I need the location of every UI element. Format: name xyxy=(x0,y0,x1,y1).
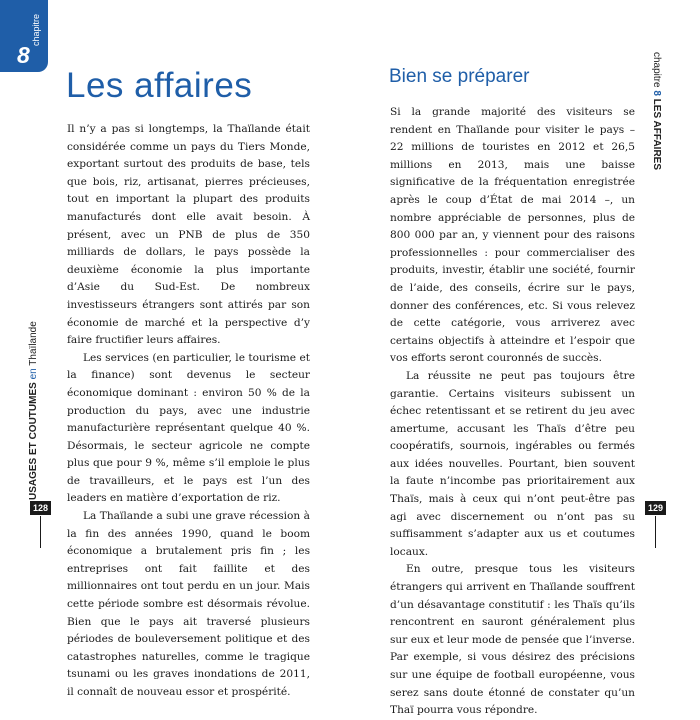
running-head-left-connector: en xyxy=(28,368,39,380)
running-head-left-rest: Thaïlande xyxy=(28,321,39,366)
running-head-right-number: 8 xyxy=(651,90,662,96)
page-rule-right xyxy=(655,516,656,548)
page-number-left: 128 xyxy=(30,501,51,515)
running-head-right-bold: LES AFFAIRES xyxy=(651,98,662,171)
section-title-right: Bien se préparer xyxy=(389,66,530,87)
page-number-right: 129 xyxy=(645,501,666,515)
chapter-word-box xyxy=(31,6,43,46)
right-paragraph-3: En outre, presque tous les visiteurs étrangers qui arrivent en Thaïlande souffrent d’un désavantage constitutif : les Thaïs qu’ils rencontrent en sauront généralement plus sur eux et leur mode de pensée que l’inverse. Par exemple, si vous désirez des précisions sur une équipe de football européenne, vous serez sans doute étonné de constater qu’un Thaï pourra vous répondre. xyxy=(390,563,636,717)
page-rule-left xyxy=(40,516,41,548)
running-head-left-bold: USAGES ET COUTUMES xyxy=(28,382,39,500)
left-paragraph-3: La Thaïlande a subi une grave récession à la fin des années 1990, quand le boom économique a brutalement pris fin ; les entreprises ont fait faillite et des millionnaires ont tout perdu en un jour. Mais cette période sombre est désormais révolue. Bien que le pays ait traversé plusieurs périodes de bouleversement politique et des catastrophes naturelles, comme le tragique tsunami ou les graves inondations de 2011, il connaît de nouveau essor et prospérité. xyxy=(67,510,310,698)
left-column-body xyxy=(67,121,310,702)
running-head-left xyxy=(28,321,42,500)
right-column-body xyxy=(390,104,635,720)
chapter-word: chapitre xyxy=(31,13,41,46)
chapter-tab xyxy=(0,0,48,72)
left-paragraph-2: Les services (en particulier, le tourisme et la finance) sont devenus le secteur économique dominant : environ 50 % de la production du pays, avec une industrie manufacturière représentant quelque 40 %. Désormais, le secteur agricole ne compte plus que pour 9 %, même s’il emploie le plus de travailleurs, et le pays est l’un des leaders en matière d’exportation de riz. xyxy=(67,351,310,505)
running-head-right xyxy=(648,52,662,171)
page-title-left: Les affaires xyxy=(66,66,253,105)
running-head-right-pre: chapitre xyxy=(651,52,662,88)
right-paragraph-1: Si la grande majorité des visiteurs se rendent en Thaïlande pour visiter le pays – 22 millions de touristes en 2012 et 26,5 millions en 2013, mais une baisse significative de la fréquentation enregistrée après le coup d’État de mai 2014 –, un nombre appréciable de personnes, plus de 800 000 par an, y viennent pour des raisons professionnelles : pour commercialiser des produits, investir, établir une société, fournir de l’aide, des conseils, écrire sur le pays, donner des conférences, etc. Si vous relevez de cette catégorie, vous arriverez avec certains objectifs à atteindre et l’espoir que vos efforts seront couronnés de succès. xyxy=(390,106,635,365)
left-paragraph-1: Il n’y a pas si longtemps, la Thaïlande était considérée comme un pays du Tiers Monde, exportant surtout des produits de base, tels que bois, riz, artisanat, pierres précieuses, tout en important la plupart des produits manufacturés dont elle avait besoin. À présent, avec un PNB de plus de 350 milliards de dollars, le pays possède la deuxième économie la plus importante d’Asie du Sud-Est. De nombreux investisseurs étrangers sont attirés par son économie de marché et la perspective d’y faire fructifier leurs affaires. xyxy=(67,123,310,347)
chapter-number: 8 xyxy=(17,42,30,68)
right-paragraph-2: La réussite ne peut pas toujours être garantie. Certains visiteurs subissent un échec retentissant et se retirent du jeu avec amertume, accusant les Thaïs d’être peu coopératifs, sournois, ingérables ou fermés aux idées nouvelles. Pourtant, bien souvent la faute n’incombe pas prioritairement aux Thaïs, mais à ceux qui n’ont peut-être pas agi avec discernement ou n’ont pas su suffisamment s’adapter aux us et coutumes locaux. xyxy=(390,369,635,558)
